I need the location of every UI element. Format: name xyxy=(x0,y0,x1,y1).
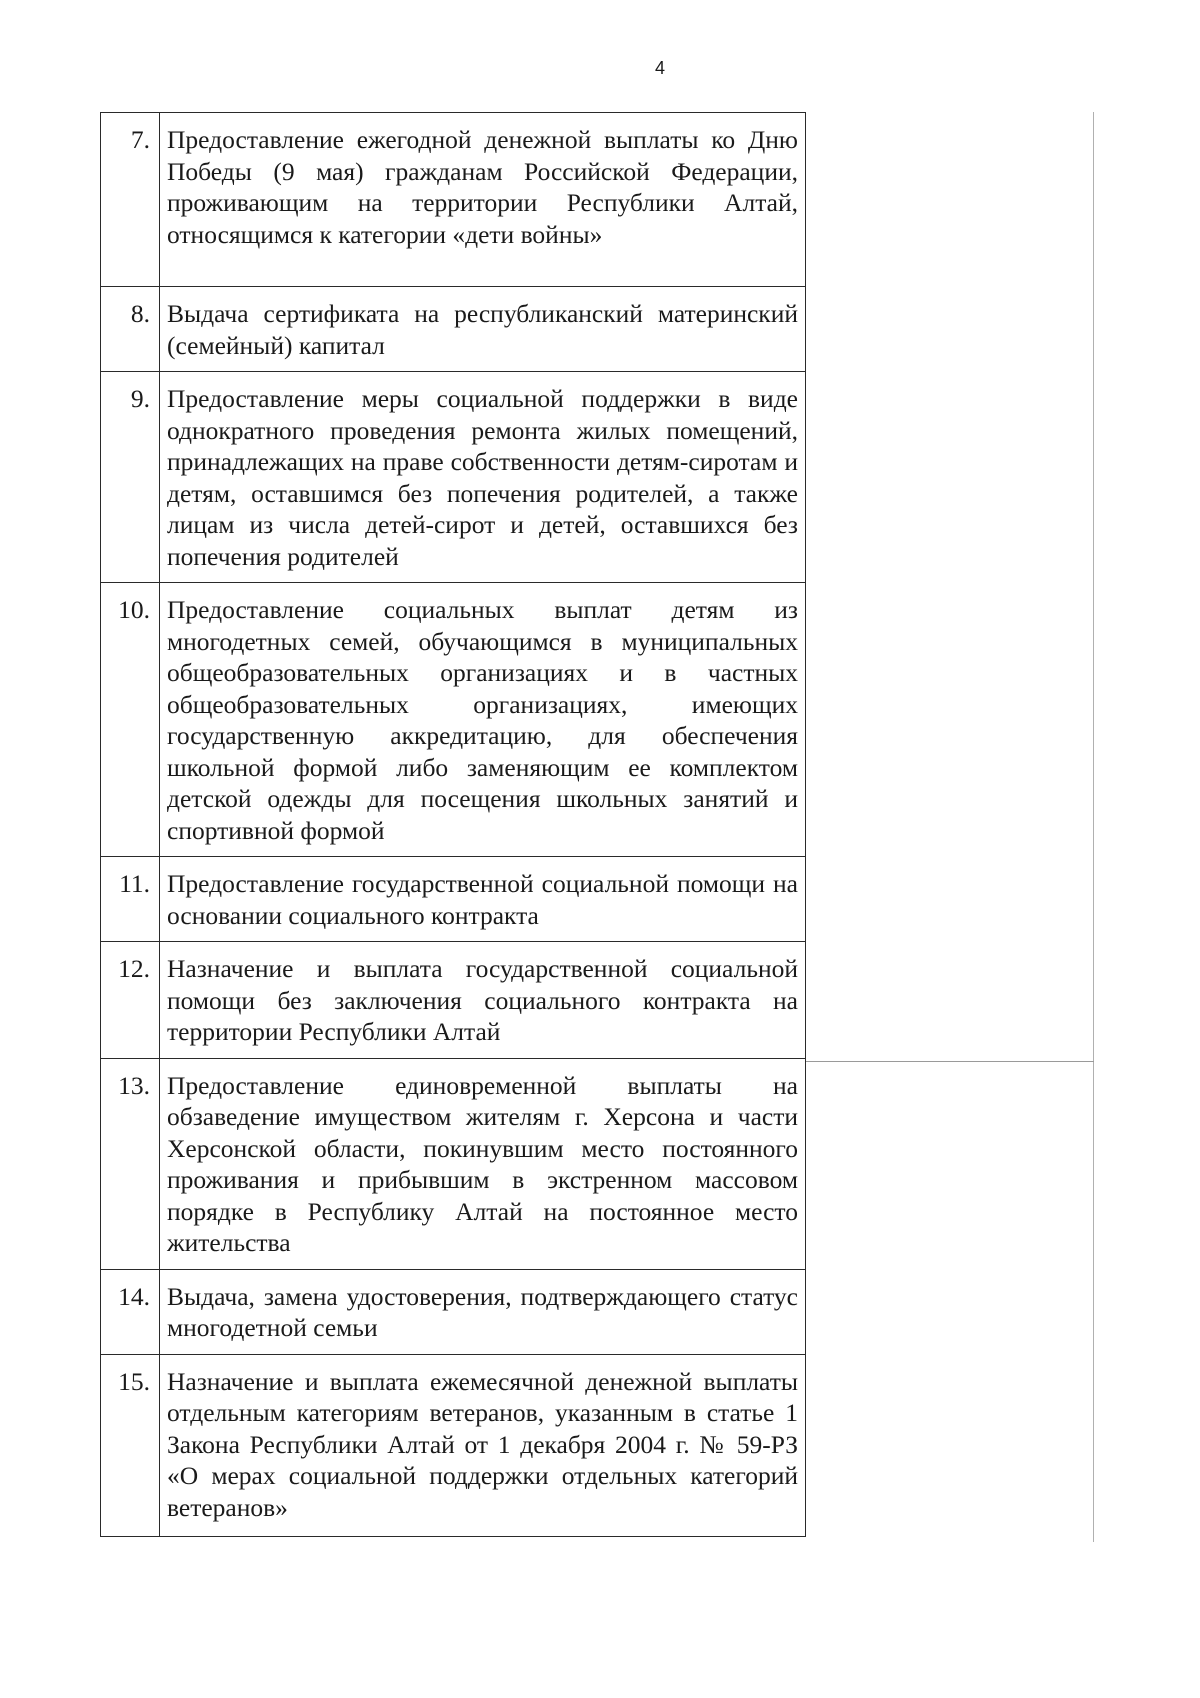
table-row xyxy=(101,942,806,1059)
table-row xyxy=(101,1269,806,1354)
table-row xyxy=(101,1058,806,1269)
right-column-divider xyxy=(806,1061,1094,1062)
row-text: Выдача, замена удостоверения, подтверждающего статус многодетной семьи xyxy=(160,1269,806,1354)
row-text: Предоставление единовременной выплаты на обзаведение имуществом жителям г. Херсона и части Херсонской области, покинувшим место постоянного проживания и прибывшим в экстренном массовом порядке в Республику Алтай на постоянное место жительства xyxy=(160,1058,806,1269)
row-number: 13. xyxy=(101,1058,160,1269)
row-number: 14. xyxy=(101,1269,160,1354)
row-text: Предоставление социальных выплат детям из многодетных семей, обучающимся в муниципальных общеобразовательных организациях и в частных общеобразовательных организациях, имеющих государственную аккредитацию, для обеспечения школьной формой либо заменяющим ее комплектом детской одежды для посещения школьных занятий и спортивной формой xyxy=(160,583,806,857)
row-text: Предоставление государственной социальной помощи на основании социального контракта xyxy=(160,857,806,942)
right-border-line xyxy=(1093,112,1094,1062)
row-number: 7. xyxy=(101,113,160,287)
row-text: Предоставление ежегодной денежной выплаты ко Дню Победы (9 мая) гражданам Российской Федерации, проживающим на территории Республики Алтай, относящимся к категории «дети войны» xyxy=(160,113,806,287)
row-text: Выдача сертификата на республиканский материнский (семейный) капитал xyxy=(160,287,806,372)
right-border-line xyxy=(1093,1062,1094,1542)
row-number: 11. xyxy=(101,857,160,942)
table-row xyxy=(101,287,806,372)
table-row xyxy=(101,113,806,287)
table-row xyxy=(101,372,806,583)
row-text: Назначение и выплата ежемесячной денежной выплаты отдельным категориям ветеранов, указанным в статье 1 Закона Республики Алтай от 1 декабря 2004 г. № 59-РЗ «О мерах социальной поддержки отдельных категорий ветеранов» xyxy=(160,1354,806,1536)
row-text: Назначение и выплата государственной социальной помощи без заключения социального контракта на территории Республики Алтай xyxy=(160,942,806,1059)
row-number: 8. xyxy=(101,287,160,372)
services-table xyxy=(100,112,806,1537)
row-number: 10. xyxy=(101,583,160,857)
table-row xyxy=(101,1354,806,1536)
table-row xyxy=(101,857,806,942)
row-number: 9. xyxy=(101,372,160,583)
row-text: Предоставление меры социальной поддержки в виде однократного проведения ремонта жилых помещений, принадлежащих на праве собственности детям-сиротам и детям, оставшимся без попечения родителей, а также лицам из числа детей-сирот и детей, оставшихся без попечения родителей xyxy=(160,372,806,583)
table-row xyxy=(101,583,806,857)
row-number: 15. xyxy=(101,1354,160,1536)
page-number: 4 xyxy=(654,58,665,78)
row-number: 12. xyxy=(101,942,160,1059)
